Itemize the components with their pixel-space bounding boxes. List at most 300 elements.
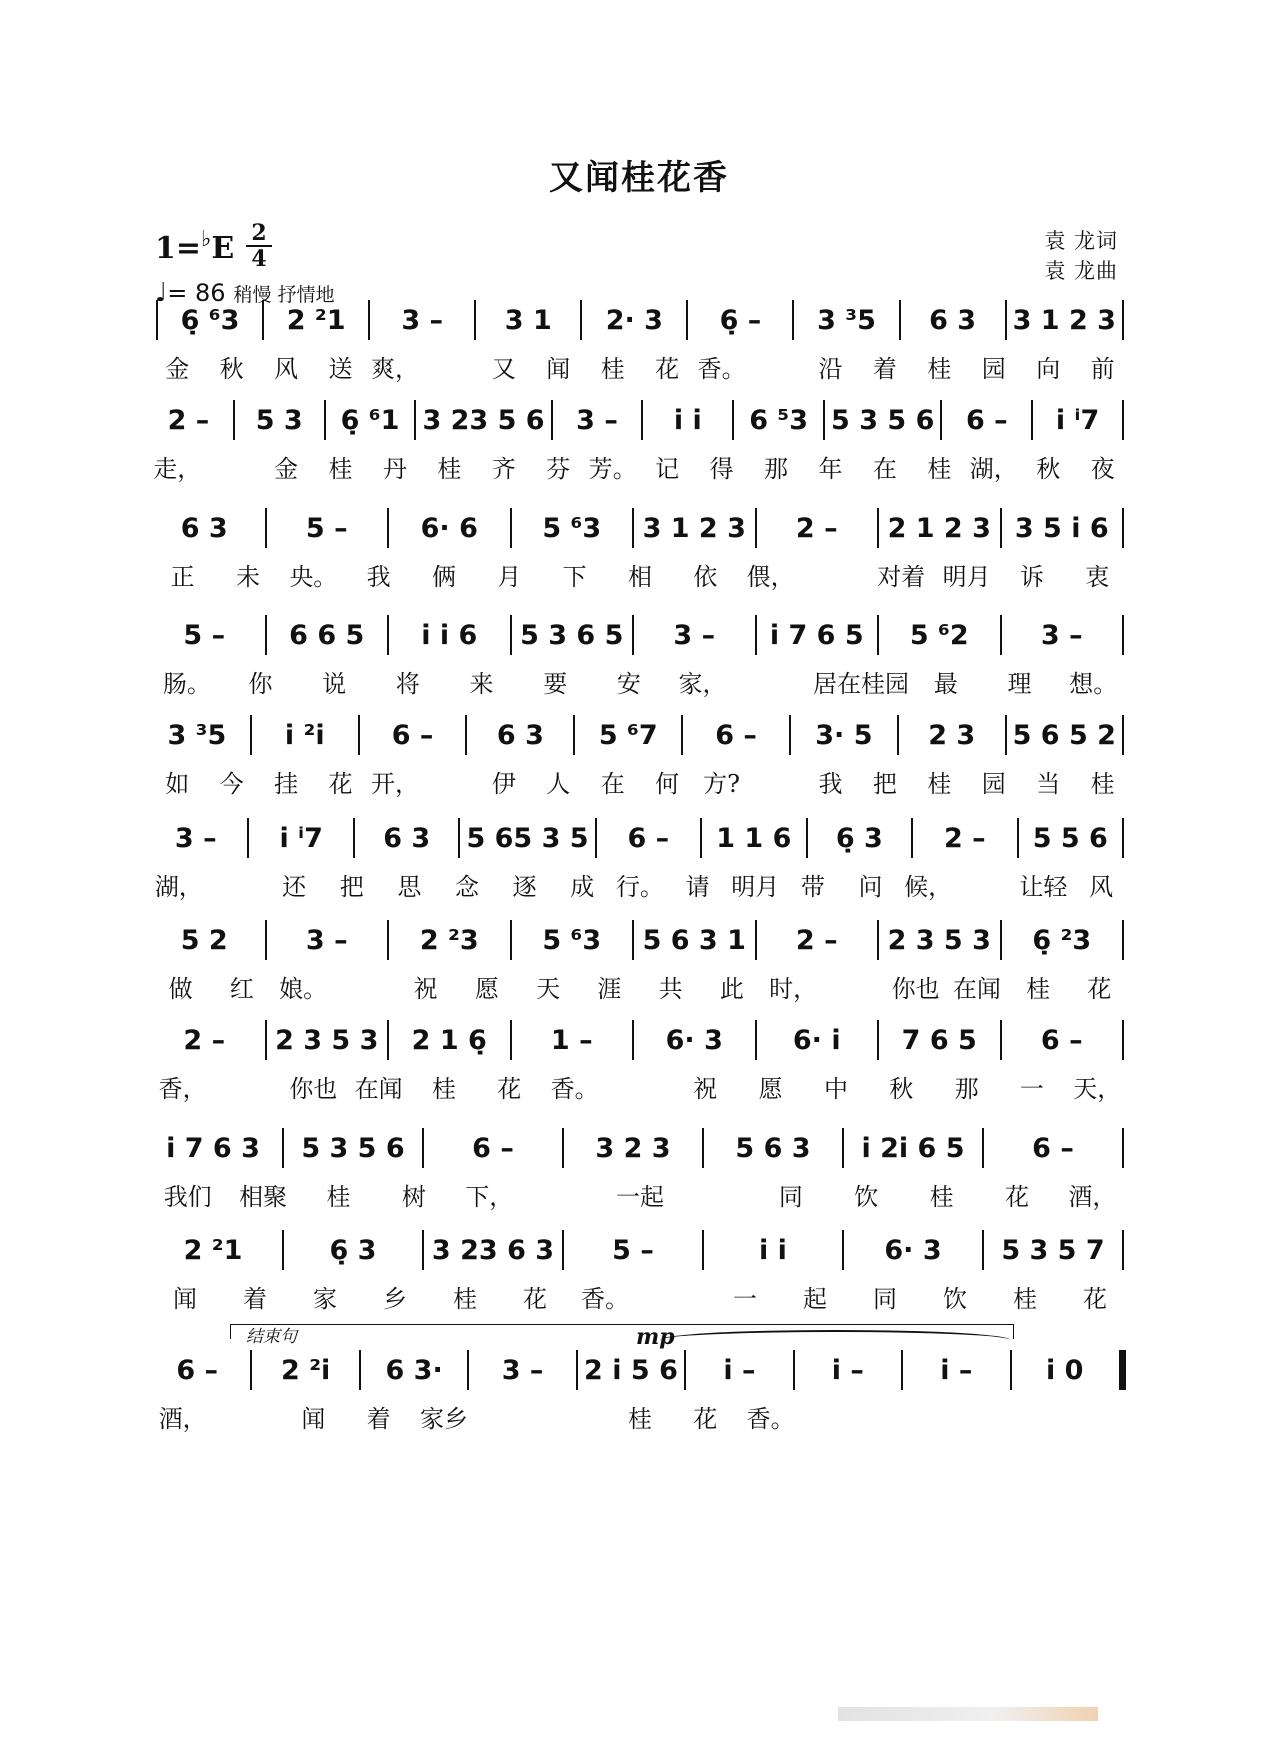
lyric-syllable: 天 xyxy=(536,974,561,1003)
barline xyxy=(1004,1350,1018,1390)
note-group: i i xyxy=(673,404,702,436)
barline xyxy=(408,400,422,440)
lyric-syllable: 请 xyxy=(685,872,710,901)
lyric-syllable: 花 xyxy=(328,769,353,798)
note-group: 6· 3 xyxy=(665,1024,723,1056)
note-group: 6 – xyxy=(176,1354,219,1386)
note-group: i i 6 xyxy=(421,619,478,651)
lyric-syllable: 桂 xyxy=(1013,1284,1037,1313)
barline xyxy=(574,300,588,340)
lyric-syllable: 酒， xyxy=(1068,1182,1117,1211)
note-group: i 2i 6 5 xyxy=(861,1132,965,1164)
barline xyxy=(994,615,1008,655)
note-group: 3 – xyxy=(1040,619,1083,651)
lyric-syllable: 祝 xyxy=(413,974,438,1003)
note-group: 6· i xyxy=(792,1024,841,1056)
lyric-syllable: 挂 xyxy=(274,769,299,798)
lyric-syllable: 向 xyxy=(1036,354,1061,383)
lyrics-row xyxy=(150,448,1130,484)
barline xyxy=(976,1128,990,1168)
lyric-syllable: 丹 xyxy=(382,454,407,483)
note-group: i ²i xyxy=(284,719,325,751)
note-group: 2 i 5 6 xyxy=(584,1354,678,1386)
lyric-syllable: 让轻 xyxy=(1019,872,1068,901)
expression-text: 稍慢 抒情地 xyxy=(233,284,335,306)
notation-row xyxy=(150,615,1130,655)
lyric-syllable: 香， xyxy=(158,1074,207,1103)
barline xyxy=(871,508,885,548)
barline xyxy=(696,1128,710,1168)
barline xyxy=(626,508,640,548)
lyric-syllable: 你也 xyxy=(891,974,940,1003)
lyric-syllable: 得 xyxy=(709,454,734,483)
meter-top: 2 xyxy=(251,220,267,246)
note-group: i 0 xyxy=(1045,1354,1084,1386)
barline xyxy=(696,1230,710,1270)
note-group: 2 – xyxy=(167,404,210,436)
lyrics-row xyxy=(150,866,1130,902)
note-group: 6· 3 xyxy=(884,1234,942,1266)
note-group: 3 ³5 xyxy=(817,304,876,336)
score-system xyxy=(150,1350,1130,1440)
note-group: 6 – xyxy=(1032,1132,1074,1164)
barline xyxy=(1116,715,1130,755)
lyric-syllable: 桂 xyxy=(600,354,625,383)
note-group: 2 ²3 xyxy=(419,924,479,956)
note-group: 6̣ 3 xyxy=(835,822,883,854)
barline xyxy=(749,508,763,548)
lyrics-row xyxy=(150,1398,1130,1434)
note-group: 5 – xyxy=(305,512,348,544)
barline xyxy=(749,1020,763,1060)
lyric-syllable: 园 xyxy=(981,354,1006,383)
note-group: 5 3 5 6 xyxy=(301,1132,405,1164)
flat-sign: ♭ xyxy=(201,226,212,252)
meter-bottom: 4 xyxy=(251,246,267,272)
note-group: 6 6 5 xyxy=(289,619,365,651)
barline xyxy=(241,818,255,858)
lyric-syllable: 在 xyxy=(872,454,897,483)
lyric-syllable: 我 xyxy=(366,562,391,591)
lyric-syllable: 问 xyxy=(858,872,883,901)
lyric-syllable: 闻 xyxy=(301,1404,326,1433)
lyric-syllable: 香。 xyxy=(746,1404,795,1433)
lyric-syllable: 着 xyxy=(872,354,897,383)
note-group: 3 2 3 xyxy=(595,1132,671,1164)
lyric-syllable: 秋 xyxy=(889,1074,914,1103)
note-group: 6 – xyxy=(472,1132,514,1164)
lyrics-row xyxy=(150,663,1130,699)
barline xyxy=(259,615,273,655)
lyric-syllable: 桂 xyxy=(929,1182,954,1211)
barline xyxy=(353,1350,367,1390)
barline xyxy=(150,300,164,340)
time-signature xyxy=(244,222,274,270)
lyric-syllable: 金 xyxy=(165,354,190,383)
barline xyxy=(352,715,366,755)
notation-row xyxy=(150,1350,1130,1390)
notation-row xyxy=(150,508,1130,548)
score-system xyxy=(150,508,1130,598)
lyric-syllable: 花 xyxy=(655,354,680,383)
barline xyxy=(1116,508,1130,548)
barline xyxy=(452,818,466,858)
lyric-syllable: 桂 xyxy=(1026,974,1051,1003)
lyric-syllable: 风 xyxy=(1089,872,1114,901)
note-group: i ⁱ7 xyxy=(279,822,323,854)
lyric-syllable: 起 xyxy=(803,1284,827,1313)
lyric-syllable: 下， xyxy=(465,1182,514,1211)
credits xyxy=(1044,226,1118,286)
barline xyxy=(749,615,763,655)
note-group: 6 3 xyxy=(383,822,431,854)
barline xyxy=(694,818,708,858)
barline xyxy=(1116,300,1130,340)
barline xyxy=(836,1128,850,1168)
lyric-syllable: 最 xyxy=(933,669,958,698)
lyric-syllable: 明月 xyxy=(731,872,780,901)
note-group: i – xyxy=(831,1354,864,1386)
lyric-syllable: 送 xyxy=(328,354,353,383)
note-group: 6 – xyxy=(965,404,1008,436)
lyric-syllable: 你也 xyxy=(289,1074,338,1103)
note-group: 6 ⁵3 xyxy=(749,404,809,436)
final-barline xyxy=(1112,1350,1130,1390)
lyric-syllable: 又 xyxy=(491,354,516,383)
note-group: 2 ²i xyxy=(281,1354,331,1386)
note-group: 6 3 xyxy=(929,304,977,336)
key-prefix: 1= xyxy=(155,231,202,266)
barline xyxy=(567,715,581,755)
score-system xyxy=(150,1020,1130,1110)
lyric-syllable: 花 xyxy=(523,1284,547,1313)
lyric-syllable: 红 xyxy=(229,974,254,1003)
lyric-syllable: 桂 xyxy=(328,454,353,483)
barline xyxy=(318,400,332,440)
notation-row xyxy=(150,715,1130,755)
note-group: 6̣ ⁶3 xyxy=(180,304,240,336)
lyric-syllable: 把 xyxy=(872,769,897,798)
lyric-syllable: 芳。 xyxy=(588,454,637,483)
lyric-syllable: 那 xyxy=(954,1074,979,1103)
lyric-syllable: 一起 xyxy=(616,1182,665,1211)
lyric-syllable: 依 xyxy=(693,562,718,591)
lyric-syllable: 桂 xyxy=(627,1404,652,1433)
lyric-syllable: 闻 xyxy=(173,1284,197,1313)
barline xyxy=(836,1230,850,1270)
lyric-syllable: 香。 xyxy=(550,1074,599,1103)
score-system xyxy=(150,1128,1130,1218)
lyric-syllable: 正 xyxy=(170,562,195,591)
barline xyxy=(635,400,649,440)
lyric-syllable: 何 xyxy=(655,769,680,798)
lyric-syllable: 桂 xyxy=(326,1182,351,1211)
lyric-syllable: 桂 xyxy=(927,354,952,383)
lyric-syllable: 前 xyxy=(1090,354,1115,383)
lyric-syllable: 人 xyxy=(546,769,571,798)
barline xyxy=(504,508,518,548)
lyric-syllable: 央。 xyxy=(289,562,338,591)
lyric-syllable: 桂 xyxy=(453,1284,477,1313)
key-signature xyxy=(155,226,234,266)
lyric-syllable: 行。 xyxy=(615,872,664,901)
lyric-syllable: 衷 xyxy=(1085,562,1110,591)
lyric-syllable: 还 xyxy=(282,872,307,901)
lyric-syllable: 对着 xyxy=(877,562,926,591)
note-group: i – xyxy=(723,1354,756,1386)
song-title: 又闻桂花香 xyxy=(549,158,729,198)
lyric-syllable: 桂 xyxy=(927,454,952,483)
note-group: 2 1 2 3 xyxy=(887,512,991,544)
lyric-syllable: 伊 xyxy=(491,769,516,798)
barline xyxy=(680,300,694,340)
lyric-syllable: 同 xyxy=(873,1284,897,1313)
lyric-syllable: 共 xyxy=(658,974,683,1003)
key-note: E xyxy=(211,231,235,266)
barline xyxy=(786,300,800,340)
lyric-syllable: 想。 xyxy=(1069,669,1118,698)
lyric-syllable: 桂 xyxy=(437,454,462,483)
note-group: 5 3 xyxy=(255,404,303,436)
note-group: 3 1 2 3 xyxy=(1012,304,1116,336)
lyric-syllable: 同 xyxy=(778,1182,803,1211)
barline xyxy=(726,400,740,440)
lyric-syllable: 走， xyxy=(153,454,202,483)
lyric-syllable: 此 xyxy=(719,974,744,1003)
note-group: 3 – xyxy=(501,1354,544,1386)
lyric-syllable: 花 xyxy=(497,1074,522,1103)
score-system xyxy=(150,400,1130,490)
barline xyxy=(504,1020,518,1060)
lyric-syllable: 俩 xyxy=(431,562,456,591)
note-group: 2 ²1 xyxy=(183,1234,243,1266)
lyric-syllable: 候， xyxy=(904,872,953,901)
note-group: 5 65 3 5 xyxy=(466,822,589,854)
lyrics-row xyxy=(150,763,1130,799)
note-group: 5 ⁶3 xyxy=(542,512,602,544)
barline xyxy=(783,715,797,755)
barline xyxy=(871,615,885,655)
lyric-syllable: 齐 xyxy=(491,454,516,483)
note-group: 5 5 6 xyxy=(1032,822,1108,854)
lyrics-row xyxy=(150,556,1130,592)
lyric-syllable: 饮 xyxy=(943,1284,967,1313)
lyric-syllable: 花 xyxy=(1087,974,1112,1003)
lyric-syllable: 祝 xyxy=(693,1074,718,1103)
note-group: 2 – xyxy=(795,512,838,544)
barline xyxy=(1116,1230,1130,1270)
lyrics-row xyxy=(150,1278,1130,1314)
barline xyxy=(347,818,361,858)
note-group: 3 23 5 6 xyxy=(422,404,545,436)
note-group: 6̣ ⁶1 xyxy=(340,404,400,436)
barline xyxy=(1116,920,1130,960)
lyric-syllable: 秋 xyxy=(219,354,244,383)
barline xyxy=(675,715,689,755)
notation-row xyxy=(150,1128,1130,1168)
note-group: 2· 3 xyxy=(605,304,663,336)
lyric-syllable: 那 xyxy=(764,454,789,483)
score-system xyxy=(150,920,1130,1010)
lyric-syllable: 思 xyxy=(397,872,422,901)
lyric-syllable: 涯 xyxy=(597,974,622,1003)
barline xyxy=(244,1350,258,1390)
lyric-syllable: 居在桂园 xyxy=(813,669,910,698)
lyric-syllable: 说 xyxy=(322,669,347,698)
note-group: 1 1 6 xyxy=(716,822,792,854)
lyric-syllable: 来 xyxy=(469,669,494,698)
note-group: 3 23 6 3 xyxy=(431,1234,555,1266)
lyric-syllable: 在 xyxy=(600,769,625,798)
barline xyxy=(244,715,258,755)
note-group: 3 – xyxy=(305,924,348,956)
lyric-syllable: 带 xyxy=(800,872,825,901)
barline xyxy=(256,300,270,340)
lyric-syllable: 香。 xyxy=(697,354,746,383)
note-group: i ⁱ7 xyxy=(1055,404,1100,436)
note-group: i – xyxy=(940,1354,973,1386)
lyric-syllable: 我们 xyxy=(163,1182,212,1211)
lyric-syllable: 树 xyxy=(401,1182,426,1211)
barline xyxy=(570,1350,584,1390)
lyric-syllable: 园 xyxy=(981,769,1006,798)
barline xyxy=(871,1020,885,1060)
barline xyxy=(1025,400,1039,440)
note-group: 5 3 5 7 xyxy=(1001,1234,1105,1266)
note-group: 5 ⁶7 xyxy=(598,719,658,751)
note-group: 2 ²1 xyxy=(286,304,346,336)
notation-row xyxy=(150,1230,1130,1270)
note-group: 6 – xyxy=(391,719,434,751)
lyric-syllable: 湖， xyxy=(969,454,1018,483)
note-group: i 7 6 3 xyxy=(166,1132,260,1164)
lyric-syllable: 花 xyxy=(693,1404,718,1433)
barline xyxy=(381,508,395,548)
barline xyxy=(994,508,1008,548)
lyric-syllable: 时， xyxy=(769,974,818,1003)
note-group: 6̣ – xyxy=(719,304,762,336)
note-group: 3 – xyxy=(174,822,217,854)
lyricist-credit: 袁 龙词 xyxy=(1044,229,1118,253)
barline xyxy=(259,1020,273,1060)
note-group: 2 – xyxy=(183,1024,226,1056)
lyric-syllable: 理 xyxy=(1007,669,1032,698)
barline xyxy=(749,920,763,960)
lyric-syllable: 花 xyxy=(1004,1182,1029,1211)
barline xyxy=(871,920,885,960)
note-group: 6̣ ²3 xyxy=(1032,924,1092,956)
lyric-syllable: 桂 xyxy=(431,1074,456,1103)
note-group: 2 3 5 3 xyxy=(887,924,991,956)
note-group: 5 3 6 5 xyxy=(520,619,624,651)
barline xyxy=(1116,1020,1130,1060)
note-group: 2 – xyxy=(943,822,986,854)
lyric-syllable: 家 xyxy=(313,1284,337,1313)
barline xyxy=(589,818,603,858)
lyric-syllable: 桂 xyxy=(927,769,952,798)
barline xyxy=(227,400,241,440)
lyrics-row xyxy=(150,1068,1130,1104)
lyric-syllable: 做 xyxy=(168,974,193,1003)
note-group: 1 – xyxy=(550,1024,593,1056)
lyric-syllable: 愿 xyxy=(474,974,499,1003)
note-group: 3· 5 xyxy=(815,719,873,751)
lyric-syllable: 爽， xyxy=(370,354,419,383)
lyric-syllable: 桂 xyxy=(1090,769,1115,798)
note-group: 6 3· xyxy=(385,1354,443,1386)
lyric-syllable: 记 xyxy=(655,454,680,483)
barline xyxy=(994,1020,1008,1060)
barline xyxy=(381,615,395,655)
note-group: 5 – xyxy=(612,1234,654,1266)
lyric-syllable: 安 xyxy=(616,669,641,698)
lyric-syllable: 你 xyxy=(248,669,273,698)
lyric-syllable: 着 xyxy=(243,1284,267,1313)
tie-arc xyxy=(660,1330,1010,1350)
note-group: i 7 6 5 xyxy=(769,619,864,651)
lyric-syllable: 诉 xyxy=(1019,562,1044,591)
barline xyxy=(1116,400,1130,440)
note-group: 5 ⁶2 xyxy=(909,619,969,651)
score-system xyxy=(150,1230,1130,1320)
lyric-syllable: 肠。 xyxy=(162,669,211,698)
barline xyxy=(381,920,395,960)
score-system xyxy=(150,715,1130,805)
lyric-syllable: 一 xyxy=(1019,1074,1044,1103)
note-group: 6̣ 3 xyxy=(329,1234,377,1266)
lyric-syllable: 秋 xyxy=(1036,454,1061,483)
lyric-syllable: 相聚 xyxy=(239,1182,288,1211)
note-group: 3 ³5 xyxy=(167,719,227,751)
barline xyxy=(891,715,905,755)
lyrics-row xyxy=(150,1176,1130,1212)
lyrics-row xyxy=(150,348,1130,384)
note-group: 6 – xyxy=(627,822,670,854)
barline xyxy=(626,920,640,960)
note-group: 5 – xyxy=(183,619,226,651)
barline xyxy=(1116,1128,1130,1168)
dynamic-marking: mp xyxy=(636,1324,675,1350)
lyric-syllable: 年 xyxy=(818,454,843,483)
lyric-syllable: 开， xyxy=(370,769,419,798)
ending-label: 结束句 xyxy=(246,1327,297,1347)
lyric-syllable: 偎， xyxy=(746,562,795,591)
lyric-syllable: 家乡 xyxy=(419,1404,468,1433)
score-system xyxy=(150,818,1130,908)
lyric-syllable: 酒， xyxy=(158,1404,207,1433)
notation-row xyxy=(150,1020,1130,1060)
lyric-syllable: 乡 xyxy=(383,1284,407,1313)
lyric-syllable: 当 xyxy=(1036,769,1061,798)
barline xyxy=(381,1020,395,1060)
lyric-syllable: 愿 xyxy=(758,1074,783,1103)
lyric-syllable: 逐 xyxy=(512,872,537,901)
barline xyxy=(800,818,814,858)
note-group: 3 1 2 3 xyxy=(642,512,746,544)
notation-row xyxy=(150,300,1130,340)
note-group: 2 1 6̣ xyxy=(411,1024,487,1056)
barline xyxy=(934,400,948,440)
barline xyxy=(459,715,473,755)
barline xyxy=(259,920,273,960)
note-group: 5 2 xyxy=(180,924,228,956)
barline xyxy=(468,300,482,340)
note-group: 6 – xyxy=(715,719,757,751)
lyric-syllable: 成 xyxy=(570,872,595,901)
barline xyxy=(905,818,919,858)
score-system xyxy=(150,300,1130,390)
barline xyxy=(1116,818,1130,858)
